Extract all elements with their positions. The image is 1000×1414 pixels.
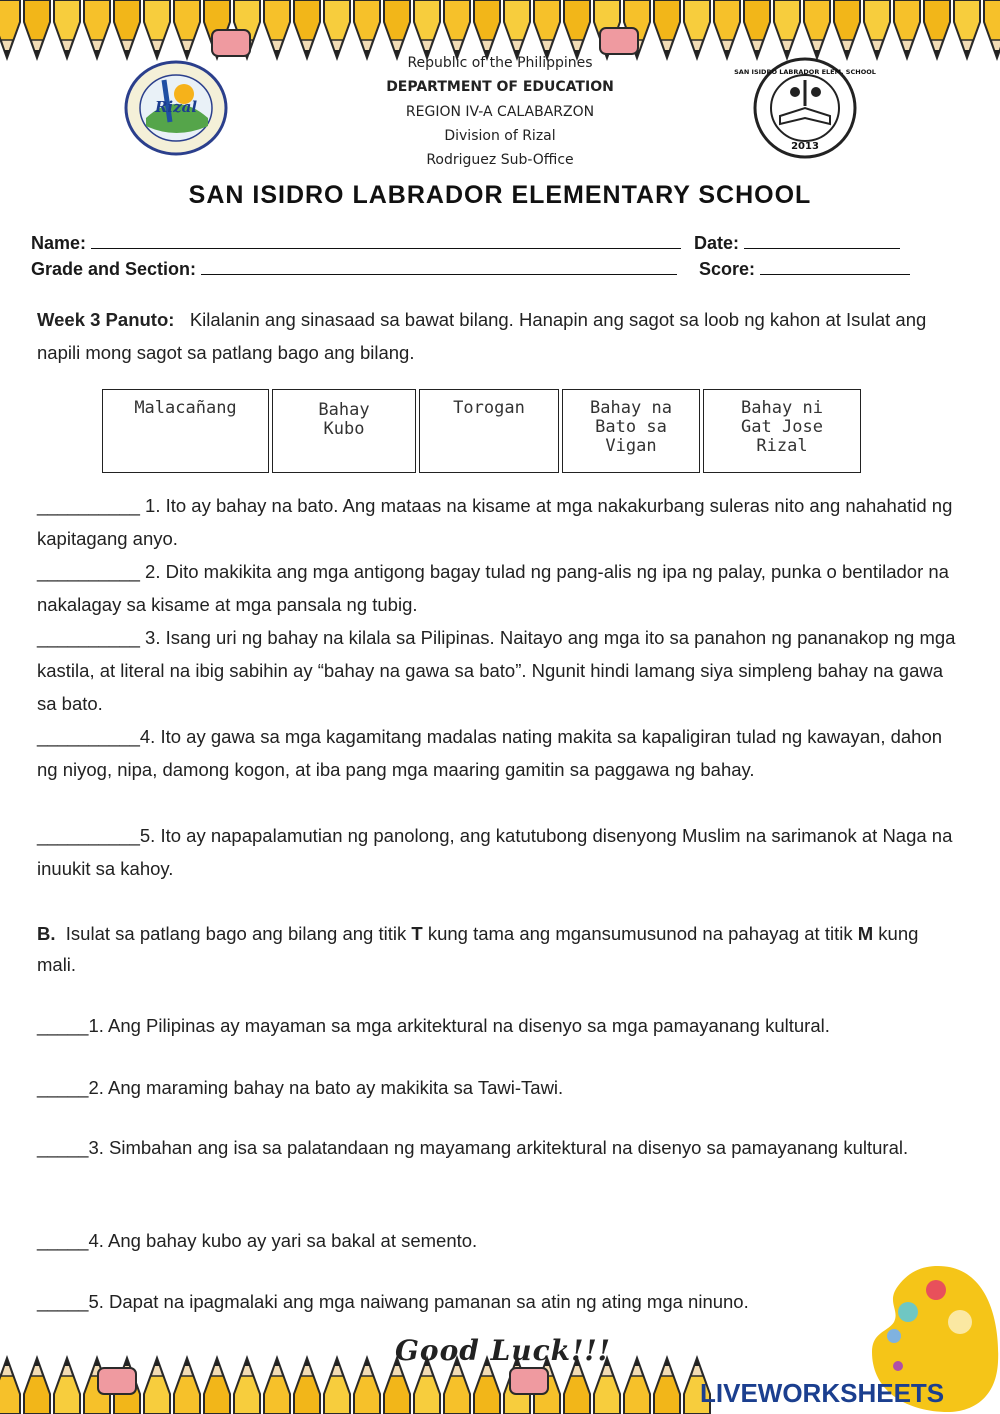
- eraser-icon: [600, 28, 638, 54]
- pencil-icon: [804, 0, 830, 58]
- pencil-icon: [774, 0, 800, 58]
- pencil-icon: [384, 0, 410, 58]
- answer-blank[interactable]: _____: [37, 1015, 89, 1036]
- liveworksheets-watermark: LIVEWORKSHEETS: [700, 1378, 945, 1408]
- item-text: 2. Dito makikita ang mga antigong bagay tulad ng pang-alis ng ipa ng palay, punka o bentilador na nakalagay sa kisame at mga pansala ng tubig.: [37, 561, 949, 615]
- score-label: Score:: [699, 259, 756, 279]
- choice-box: [703, 389, 861, 473]
- answer-blank[interactable]: __________: [37, 726, 140, 747]
- pencil-icon: [324, 0, 350, 58]
- answer-blank[interactable]: __________: [37, 561, 140, 582]
- item-text: 5. Ito ay napapalamutian ng panolong, ang katutubong disenyong Muslim na sarimanok at Naga na inuukit sa kahoy.: [37, 825, 953, 879]
- date-line[interactable]: [744, 232, 900, 249]
- date-field[interactable]: [694, 232, 900, 254]
- part-a-item: [37, 489, 957, 555]
- pencil-icon: [534, 0, 560, 58]
- pencil-icon: [744, 0, 770, 58]
- pencil-icon: [84, 0, 110, 58]
- false-letter: M: [857, 923, 874, 944]
- name-label: Name:: [31, 233, 87, 253]
- part-b-item: [37, 1224, 957, 1257]
- pencil-icon: [354, 0, 380, 58]
- choice-box: [272, 389, 416, 473]
- part-a-item: [37, 819, 957, 885]
- choices-table: [99, 389, 864, 473]
- score-field[interactable]: [699, 258, 910, 280]
- school-name: SAN ISIDRO LABRADOR ELEMENTARY SCHOOL: [188, 181, 812, 209]
- answer-blank[interactable]: _____: [37, 1291, 89, 1312]
- pencil-icon: [624, 1358, 650, 1414]
- pencil-icon: [474, 0, 500, 58]
- answer-blank[interactable]: _____: [37, 1230, 89, 1251]
- good-luck-text: Good Luck!!!: [395, 1334, 611, 1367]
- score-line[interactable]: [760, 258, 910, 275]
- republic-line: Republic of the Philippines: [407, 55, 593, 71]
- top-pencil-border: [0, 0, 1000, 62]
- pencil-icon: [834, 0, 860, 58]
- pencil-icon: [984, 0, 1000, 58]
- choice-text: Bahay Kubo: [318, 400, 370, 439]
- region-line: REGION IV-A CALABARZON: [405, 104, 595, 120]
- part-b-item: [37, 1132, 957, 1163]
- choice-text: Torogan: [453, 398, 525, 418]
- eraser-icon: [98, 1368, 136, 1394]
- item-text: 4. Ang bahay kubo ay yari sa bakal at semento.: [88, 1230, 478, 1251]
- pencil-icon: [234, 1358, 260, 1414]
- answer-blank[interactable]: _____: [37, 1137, 89, 1158]
- choice-text: Malacañang: [134, 398, 237, 418]
- right-logo-year: 2013: [791, 141, 819, 152]
- part-b-instructions: [37, 918, 957, 980]
- grade-line[interactable]: [201, 258, 677, 275]
- answer-blank[interactable]: _____: [37, 1077, 89, 1098]
- pencil-icon: [564, 0, 590, 58]
- answer-blank[interactable]: __________: [37, 495, 140, 516]
- pencil-icon: [654, 1358, 680, 1414]
- true-letter: T: [411, 923, 423, 944]
- part-b-label: B.: [37, 923, 56, 944]
- part-a-instruction-text: Kilalanin ang sinasaad sa bawat bilang. Hanapin ang sagot sa loob ng kahon at Isulat ang napili mong sagot sa patlang bago ang bilang.: [37, 309, 927, 363]
- part-b-item: [37, 1071, 957, 1104]
- choice-box: [419, 389, 559, 473]
- pencil-icon: [864, 0, 890, 58]
- answer-blank[interactable]: __________: [37, 627, 140, 648]
- answer-blank[interactable]: __________: [37, 825, 140, 846]
- pencil-icon: [0, 0, 20, 58]
- pencil-icon: [714, 0, 740, 58]
- suboffice-line: Rodriguez Sub-Office: [426, 152, 574, 168]
- pencil-icon: [354, 1358, 380, 1414]
- pencil-icon: [264, 0, 290, 58]
- pencil-icon: [144, 1358, 170, 1414]
- right-logo-text: SAN ISIDRO LABRADOR ELEM. SCHOOL: [734, 68, 876, 76]
- item-text: 4. Ito ay gawa sa mga kagamitang madalas nating makita sa kapaligiran tulad ng kawayan, dahon ng niyog, nipa, damong kogon, at iba pang mga maaring gamitin sa paggawa ng bahay.: [37, 726, 943, 780]
- choice-text: Bahay ni Gat Jose Rizal: [741, 398, 823, 456]
- pencil-icon: [54, 1358, 80, 1414]
- eraser-icon: [212, 30, 250, 56]
- pencil-icon: [924, 0, 950, 58]
- eraser-icon: [510, 1368, 548, 1394]
- part-a-item: [37, 720, 957, 786]
- pencil-icon: [24, 0, 50, 58]
- pencil-icon: [294, 1358, 320, 1414]
- pencil-icon: [684, 0, 710, 58]
- pencil-icon: [114, 0, 140, 58]
- name-line[interactable]: [91, 232, 681, 249]
- part-a-item: [37, 621, 957, 720]
- pencil-icon: [954, 0, 980, 58]
- pencil-icon: [24, 1358, 50, 1414]
- pencil-icon: [444, 0, 470, 58]
- pencil-icon: [54, 0, 80, 58]
- part-b-instruction-text: kung mali.: [37, 923, 919, 975]
- pencil-icon: [324, 1358, 350, 1414]
- item-text: 3. Simbahan ang isa sa palatandaan ng mayamang arkitektural na disenyo sa pamayanang kultural.: [88, 1137, 909, 1158]
- pencil-icon: [144, 0, 170, 58]
- part-b-instruction-text: Isulat sa patlang bago ang bilang ang titik: [65, 923, 407, 944]
- pencil-icon: [504, 0, 530, 58]
- pencil-icon: [174, 1358, 200, 1414]
- part-b-instruction-text: kung tama ang mgansumusunod na pahayag at titik: [427, 923, 853, 944]
- choice-box: [562, 389, 700, 473]
- grade-label: Grade and Section:: [31, 259, 197, 279]
- date-label: Date:: [694, 233, 740, 253]
- pencil-icon: [174, 0, 200, 58]
- part-b-item: [37, 1009, 957, 1042]
- pencil-icon: [294, 0, 320, 58]
- choice-box: [102, 389, 269, 473]
- pencil-icon: [894, 0, 920, 58]
- name-field[interactable]: [31, 232, 681, 254]
- pencil-icon: [264, 1358, 290, 1414]
- part-a-item: [37, 555, 957, 621]
- part-a-heading: Week 3 Panuto:: [37, 309, 175, 330]
- item-text: 5. Dapat na ipagmalaki ang mga naiwang pamanan sa atin ng ating mga ninuno.: [88, 1291, 749, 1312]
- item-text: 1. Ito ay bahay na bato. Ang mataas na kisame at mga nakakurbang suleras nito ang nahahatid ng kapitagang anyo.: [37, 495, 953, 549]
- pencil-icon: [654, 0, 680, 58]
- department-line: DEPARTMENT OF EDUCATION: [386, 79, 614, 95]
- pencil-icon: [414, 0, 440, 58]
- item-text: 3. Isang uri ng bahay na kilala sa Pilipinas. Naitayo ang mga ito sa panahon ng pananakop ng mga kastila, at literal na ibig sabihin ay “bahay na gawa sa bato”. Ngunit hindi lamang siya simpleng bahay na gawa sa bato.: [37, 627, 956, 714]
- grade-field[interactable]: [31, 258, 677, 280]
- item-text: 2. Ang maraming bahay na bato ay makikita sa Tawi-Tawi.: [88, 1077, 564, 1098]
- division-line: Division of Rizal: [444, 128, 556, 144]
- item-text: 1. Ang Pilipinas ay mayaman sa mga arkitektural na disenyo sa mga pamayanang kultural.: [88, 1015, 830, 1036]
- pencil-icon: [0, 1358, 20, 1414]
- pencil-icon: [204, 1358, 230, 1414]
- part-b-item: [37, 1285, 957, 1318]
- part-a-instructions: [37, 303, 957, 369]
- left-logo-text: Rizal: [154, 98, 198, 116]
- choice-text: Bahay na Bato sa Vigan: [590, 398, 672, 456]
